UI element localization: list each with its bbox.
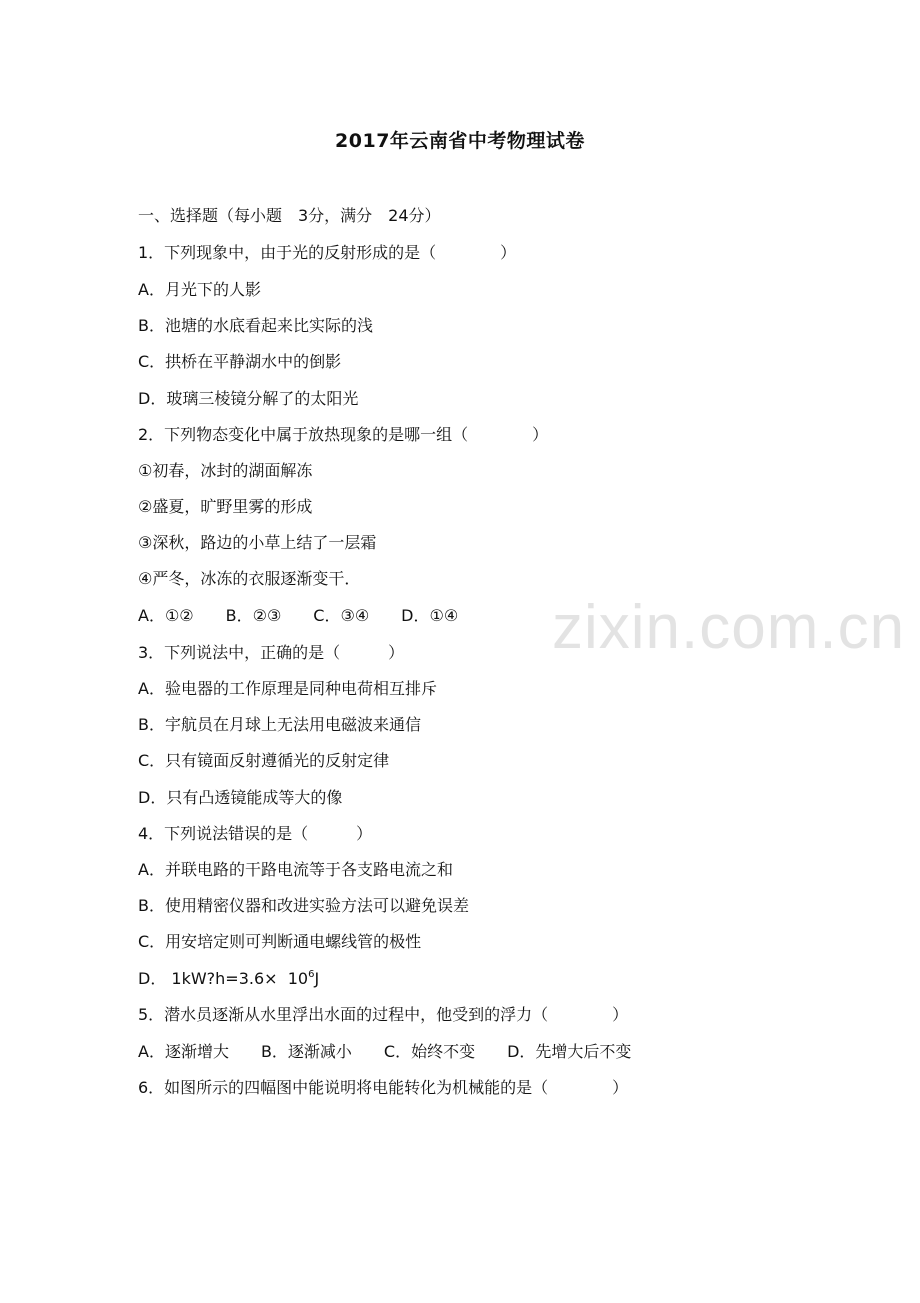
question-3-option-b: B．宇航员在月球上无法用电磁波来通信 [138, 715, 421, 734]
question-4-option-d-text: D． 1kW?h=3.6× 10 [138, 969, 309, 988]
question-4-option-c: C．用安培定则可判断通电螺线管的极性 [138, 932, 422, 951]
question-4-option-a: A．并联电路的干路电流等于各支路电流之和 [138, 860, 453, 879]
question-6-stem: 6．如图所示的四幅图中能说明将电能转化为机械能的是（ ） [138, 1078, 629, 1097]
question-5-stem: 5．潜水员逐渐从水里浮出水面的过程中，他受到的浮力（ ） [138, 1005, 629, 1024]
question-3-stem: 3．下列说法中，正确的是（ ） [138, 643, 405, 662]
section-heading: 一、选择题（每小题 3分，满分 24分） [138, 206, 441, 225]
question-2-item-4: ④严冬，冰冻的衣服逐渐变干． [138, 569, 361, 588]
question-2-stem: 2．下列物态变化中属于放热现象的是哪一组（ ） [138, 425, 549, 444]
document-title: 2017年云南省中考物理试卷 [335, 130, 585, 152]
question-2-options: A．①② B．②③ C．③④ D．①④ [138, 606, 459, 625]
question-2-item-2: ②盛夏，旷野里雾的形成 [138, 497, 313, 516]
question-2-item-3: ③深秋，路边的小草上结了一层霜 [138, 533, 377, 552]
question-3-option-c: C．只有镜面反射遵循光的反射定律 [138, 751, 390, 770]
watermark: zixin.com.cn [552, 593, 906, 662]
question-1-option-b: B．池塘的水底看起来比实际的浅 [138, 316, 373, 335]
superscript-exponent: 6 [308, 969, 315, 980]
question-4-option-b: B．使用精密仪器和改进实验方法可以避免误差 [138, 896, 469, 915]
question-3-option-d: D．只有凸透镜能成等大的像 [138, 788, 343, 807]
question-1-option-d: D．玻璃三棱镜分解了的太阳光 [138, 389, 359, 408]
question-1-stem: 1．下列现象中，由于光的反射形成的是（ ） [138, 243, 517, 262]
question-5-options: A．逐渐增大 B．逐渐减小 C．始终不变 D．先增大后不变 [138, 1042, 632, 1061]
question-1-option-a: A．月光下的人影 [138, 280, 261, 299]
question-3-option-a: A．验电器的工作原理是同种电荷相互排斥 [138, 679, 437, 698]
question-2-item-1: ①初春，冰封的湖面解冻 [138, 461, 313, 480]
question-4-option-d [138, 968, 319, 993]
unit-joule: J [314, 969, 320, 988]
question-4-stem: 4．下列说法错误的是（ ） [138, 824, 373, 843]
question-1-option-c: C．拱桥在平静湖水中的倒影 [138, 352, 342, 371]
